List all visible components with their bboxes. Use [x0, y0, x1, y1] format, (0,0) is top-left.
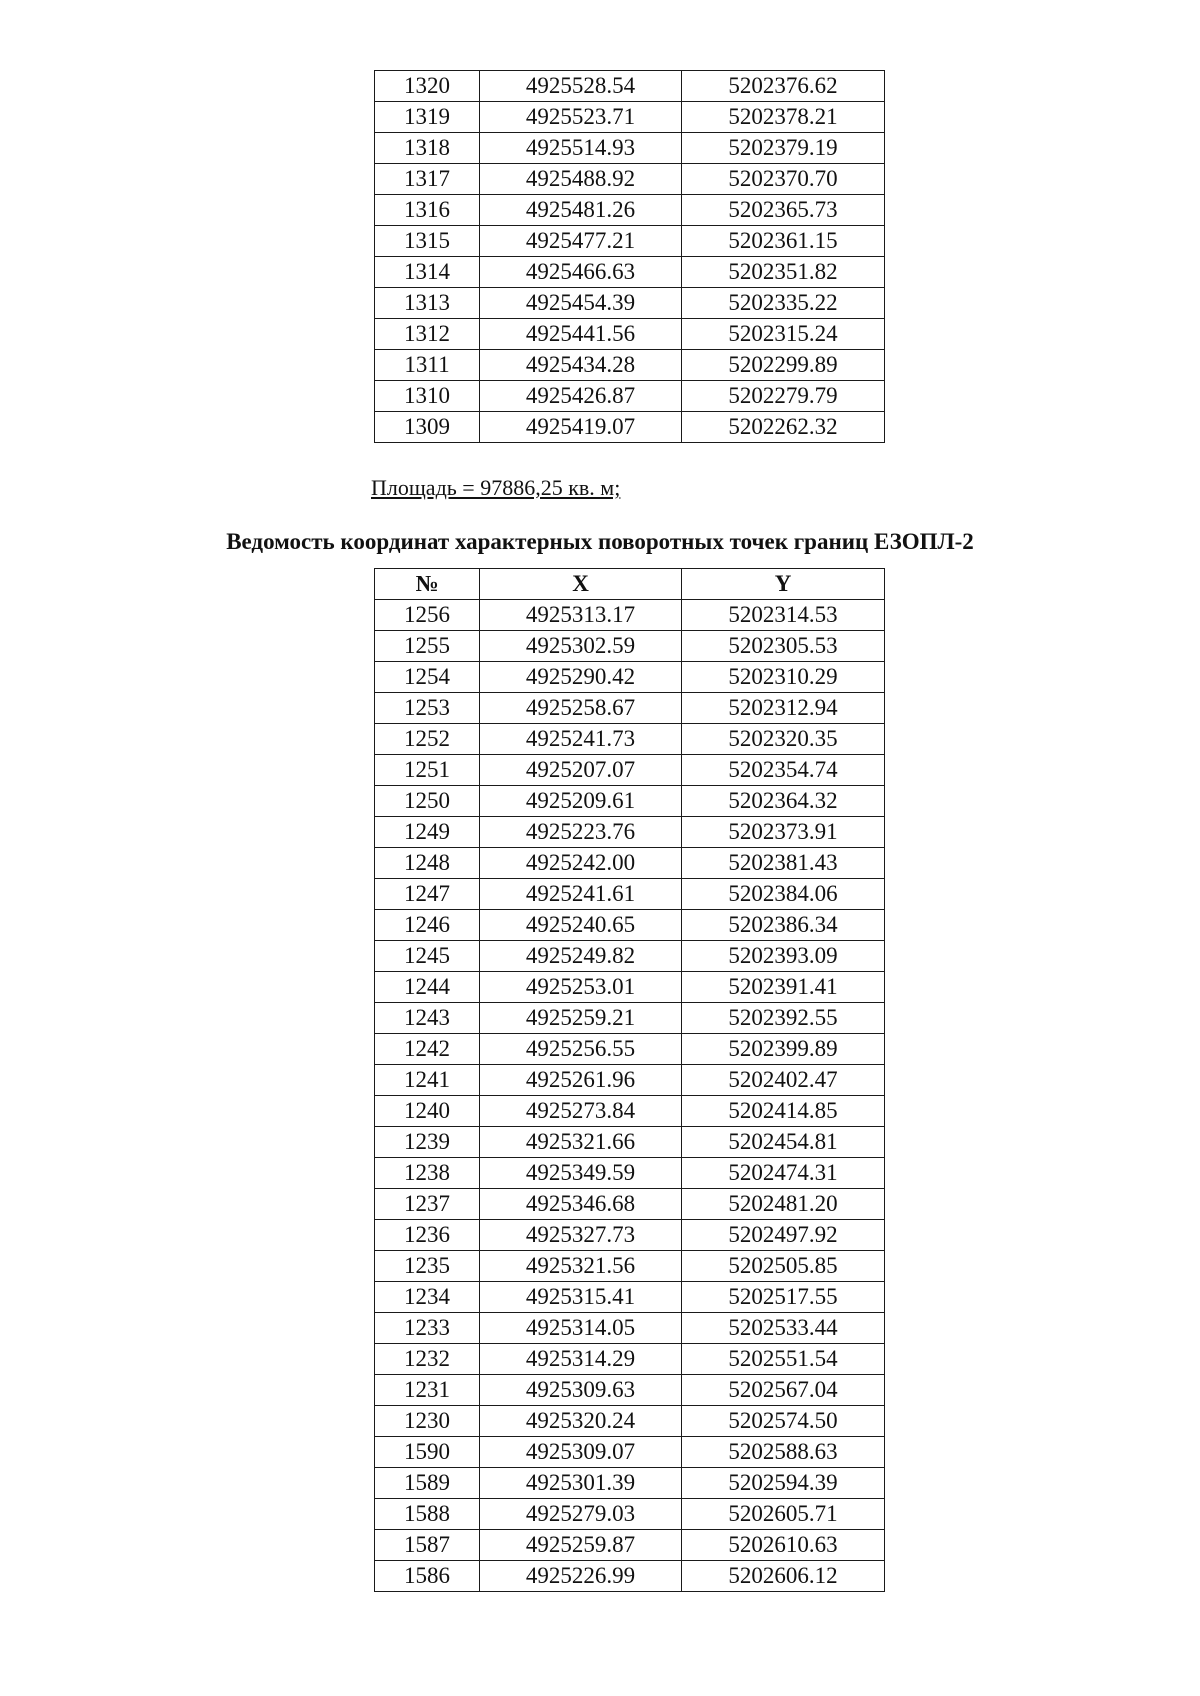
table-row [375, 1065, 885, 1096]
table-row [375, 1530, 885, 1561]
x-coordinate-cell: 4925419.07 [480, 412, 682, 443]
table-body [375, 600, 885, 1592]
table-body [375, 71, 885, 443]
point-number-cell: 1320 [375, 71, 480, 102]
header-row [375, 569, 885, 600]
x-coordinate-cell: 4925346.68 [480, 1189, 682, 1220]
x-coordinate-cell: 4925258.67 [480, 693, 682, 724]
point-number-cell: 1245 [375, 941, 480, 972]
x-coordinate-cell: 4925241.73 [480, 724, 682, 755]
x-coordinate-cell: 4925302.59 [480, 631, 682, 662]
table-row [375, 350, 885, 381]
x-coordinate-cell: 4925209.61 [480, 786, 682, 817]
y-coordinate-cell: 5202279.79 [682, 381, 885, 412]
column-header-number: № [375, 569, 480, 600]
x-coordinate-cell: 4925226.99 [480, 1561, 682, 1592]
y-coordinate-cell: 5202373.91 [682, 817, 885, 848]
x-coordinate-cell: 4925207.07 [480, 755, 682, 786]
table-row [375, 1406, 885, 1437]
y-coordinate-cell: 5202376.62 [682, 71, 885, 102]
y-coordinate-cell: 5202312.94 [682, 693, 885, 724]
y-coordinate-cell: 5202335.22 [682, 288, 885, 319]
point-number-cell: 1317 [375, 164, 480, 195]
y-coordinate-cell: 5202605.71 [682, 1499, 885, 1530]
y-coordinate-cell: 5202370.70 [682, 164, 885, 195]
table-row [375, 1251, 885, 1282]
x-coordinate-cell: 4925240.65 [480, 910, 682, 941]
x-coordinate-cell: 4925301.39 [480, 1468, 682, 1499]
x-coordinate-cell: 4925477.21 [480, 226, 682, 257]
table-row [375, 724, 885, 755]
y-coordinate-cell: 5202351.82 [682, 257, 885, 288]
y-coordinate-cell: 5202517.55 [682, 1282, 885, 1313]
y-coordinate-cell: 5202588.63 [682, 1437, 885, 1468]
point-number-cell: 1254 [375, 662, 480, 693]
point-number-cell: 1243 [375, 1003, 480, 1034]
table-row [375, 1313, 885, 1344]
point-number-cell: 1252 [375, 724, 480, 755]
x-coordinate-cell: 4925320.24 [480, 1406, 682, 1437]
area-text: Площадь = 97886,25 кв. м; [371, 475, 621, 500]
x-coordinate-cell: 4925321.56 [480, 1251, 682, 1282]
x-coordinate-cell: 4925259.21 [480, 1003, 682, 1034]
x-coordinate-cell: 4925327.73 [480, 1220, 682, 1251]
table-row [375, 848, 885, 879]
y-coordinate-cell: 5202594.39 [682, 1468, 885, 1499]
y-coordinate-cell: 5202381.43 [682, 848, 885, 879]
point-number-cell: 1248 [375, 848, 480, 879]
x-coordinate-cell: 4925309.63 [480, 1375, 682, 1406]
column-header-y: Y [682, 569, 885, 600]
point-number-cell: 1230 [375, 1406, 480, 1437]
x-coordinate-cell: 4925349.59 [480, 1158, 682, 1189]
point-number-cell: 1590 [375, 1437, 480, 1468]
x-coordinate-cell: 4925223.76 [480, 817, 682, 848]
table-row [375, 879, 885, 910]
y-coordinate-cell: 5202610.63 [682, 1530, 885, 1561]
x-coordinate-cell: 4925253.01 [480, 972, 682, 1003]
table-row [375, 1437, 885, 1468]
y-coordinate-cell: 5202378.21 [682, 102, 885, 133]
x-coordinate-cell: 4925290.42 [480, 662, 682, 693]
x-coordinate-cell: 4925314.29 [480, 1344, 682, 1375]
point-number-cell: 1238 [375, 1158, 480, 1189]
point-number-cell: 1319 [375, 102, 480, 133]
x-coordinate-cell: 4925261.96 [480, 1065, 682, 1096]
table-row [375, 755, 885, 786]
point-number-cell: 1239 [375, 1127, 480, 1158]
x-coordinate-cell: 4925314.05 [480, 1313, 682, 1344]
x-coordinate-cell: 4925454.39 [480, 288, 682, 319]
point-number-cell: 1313 [375, 288, 480, 319]
y-coordinate-cell: 5202393.09 [682, 941, 885, 972]
y-coordinate-cell: 5202481.20 [682, 1189, 885, 1220]
table-row [375, 910, 885, 941]
x-coordinate-cell: 4925523.71 [480, 102, 682, 133]
point-number-cell: 1232 [375, 1344, 480, 1375]
table-row [375, 102, 885, 133]
point-number-cell: 1247 [375, 879, 480, 910]
y-coordinate-cell: 5202505.85 [682, 1251, 885, 1282]
table-row [375, 412, 885, 443]
table-row [375, 164, 885, 195]
table-row [375, 1375, 885, 1406]
point-number-cell: 1244 [375, 972, 480, 1003]
point-number-cell: 1589 [375, 1468, 480, 1499]
y-coordinate-cell: 5202497.92 [682, 1220, 885, 1251]
point-number-cell: 1318 [375, 133, 480, 164]
table-row [375, 1499, 885, 1530]
point-number-cell: 1236 [375, 1220, 480, 1251]
x-coordinate-cell: 4925426.87 [480, 381, 682, 412]
x-coordinate-cell: 4925321.66 [480, 1127, 682, 1158]
table-row [375, 662, 885, 693]
table-row [375, 133, 885, 164]
point-number-cell: 1237 [375, 1189, 480, 1220]
y-coordinate-cell: 5202299.89 [682, 350, 885, 381]
y-coordinate-cell: 5202606.12 [682, 1561, 885, 1592]
x-coordinate-cell: 4925256.55 [480, 1034, 682, 1065]
x-coordinate-cell: 4925514.93 [480, 133, 682, 164]
table-row [375, 226, 885, 257]
y-coordinate-cell: 5202364.32 [682, 786, 885, 817]
table-row [375, 195, 885, 226]
y-coordinate-cell: 5202392.55 [682, 1003, 885, 1034]
point-number-cell: 1242 [375, 1034, 480, 1065]
y-coordinate-cell: 5202551.54 [682, 1344, 885, 1375]
point-number-cell: 1231 [375, 1375, 480, 1406]
x-coordinate-cell: 4925242.00 [480, 848, 682, 879]
point-number-cell: 1234 [375, 1282, 480, 1313]
table-row [375, 319, 885, 350]
y-coordinate-cell: 5202402.47 [682, 1065, 885, 1096]
x-coordinate-cell: 4925309.07 [480, 1437, 682, 1468]
point-number-cell: 1588 [375, 1499, 480, 1530]
table-header [375, 569, 885, 600]
table-row [375, 972, 885, 1003]
table-row [375, 1282, 885, 1313]
point-number-cell: 1240 [375, 1096, 480, 1127]
point-number-cell: 1235 [375, 1251, 480, 1282]
x-coordinate-cell: 4925441.56 [480, 319, 682, 350]
y-coordinate-cell: 5202384.06 [682, 879, 885, 910]
table-row [375, 257, 885, 288]
column-header-x: X [480, 569, 682, 600]
point-number-cell: 1256 [375, 600, 480, 631]
table-row [375, 1561, 885, 1592]
point-number-cell: 1316 [375, 195, 480, 226]
y-coordinate-cell: 5202414.85 [682, 1096, 885, 1127]
x-coordinate-cell: 4925466.63 [480, 257, 682, 288]
table-row [375, 600, 885, 631]
point-number-cell: 1586 [375, 1561, 480, 1592]
y-coordinate-cell: 5202365.73 [682, 195, 885, 226]
point-number-cell: 1255 [375, 631, 480, 662]
y-coordinate-cell: 5202354.74 [682, 755, 885, 786]
y-coordinate-cell: 5202314.53 [682, 600, 885, 631]
x-coordinate-cell: 4925488.92 [480, 164, 682, 195]
table-row [375, 817, 885, 848]
coordinates-table-ezopl-2 [374, 568, 885, 1592]
table-row [375, 1127, 885, 1158]
point-number-cell: 1250 [375, 786, 480, 817]
point-number-cell: 1309 [375, 412, 480, 443]
table-row [375, 1344, 885, 1375]
point-number-cell: 1312 [375, 319, 480, 350]
y-coordinate-cell: 5202310.29 [682, 662, 885, 693]
x-coordinate-cell: 4925315.41 [480, 1282, 682, 1313]
table-row [375, 288, 885, 319]
table-row [375, 693, 885, 724]
y-coordinate-cell: 5202474.31 [682, 1158, 885, 1189]
point-number-cell: 1315 [375, 226, 480, 257]
y-coordinate-cell: 5202567.04 [682, 1375, 885, 1406]
table-row [375, 381, 885, 412]
point-number-cell: 1587 [375, 1530, 480, 1561]
y-coordinate-cell: 5202305.53 [682, 631, 885, 662]
point-number-cell: 1249 [375, 817, 480, 848]
y-coordinate-cell: 5202399.89 [682, 1034, 885, 1065]
point-number-cell: 1310 [375, 381, 480, 412]
x-coordinate-cell: 4925279.03 [480, 1499, 682, 1530]
table-row [375, 786, 885, 817]
table-row [375, 1189, 885, 1220]
y-coordinate-cell: 5202454.81 [682, 1127, 885, 1158]
x-coordinate-cell: 4925528.54 [480, 71, 682, 102]
table-row [375, 1220, 885, 1251]
x-coordinate-cell: 4925241.61 [480, 879, 682, 910]
point-number-cell: 1233 [375, 1313, 480, 1344]
y-coordinate-cell: 5202533.44 [682, 1313, 885, 1344]
point-number-cell: 1246 [375, 910, 480, 941]
point-number-cell: 1251 [375, 755, 480, 786]
y-coordinate-cell: 5202320.35 [682, 724, 885, 755]
point-number-cell: 1253 [375, 693, 480, 724]
y-coordinate-cell: 5202391.41 [682, 972, 885, 1003]
table-row [375, 631, 885, 662]
x-coordinate-cell: 4925434.28 [480, 350, 682, 381]
table-row [375, 71, 885, 102]
point-number-cell: 1241 [375, 1065, 480, 1096]
y-coordinate-cell: 5202574.50 [682, 1406, 885, 1437]
point-number-cell: 1311 [375, 350, 480, 381]
table-row [375, 1034, 885, 1065]
x-coordinate-cell: 4925259.87 [480, 1530, 682, 1561]
section-heading: Ведомость координат характерных поворотных точек границ ЕЗОПЛ-2 [226, 529, 974, 554]
y-coordinate-cell: 5202386.34 [682, 910, 885, 941]
x-coordinate-cell: 4925481.26 [480, 195, 682, 226]
table-row [375, 1158, 885, 1189]
x-coordinate-cell: 4925273.84 [480, 1096, 682, 1127]
table-row [375, 1003, 885, 1034]
x-coordinate-cell: 4925313.17 [480, 600, 682, 631]
y-coordinate-cell: 5202379.19 [682, 133, 885, 164]
point-number-cell: 1314 [375, 257, 480, 288]
x-coordinate-cell: 4925249.82 [480, 941, 682, 972]
table-row [375, 1468, 885, 1499]
y-coordinate-cell: 5202262.32 [682, 412, 885, 443]
coordinates-table-continued [374, 70, 885, 443]
table-row [375, 1096, 885, 1127]
y-coordinate-cell: 5202315.24 [682, 319, 885, 350]
table-row [375, 941, 885, 972]
y-coordinate-cell: 5202361.15 [682, 226, 885, 257]
